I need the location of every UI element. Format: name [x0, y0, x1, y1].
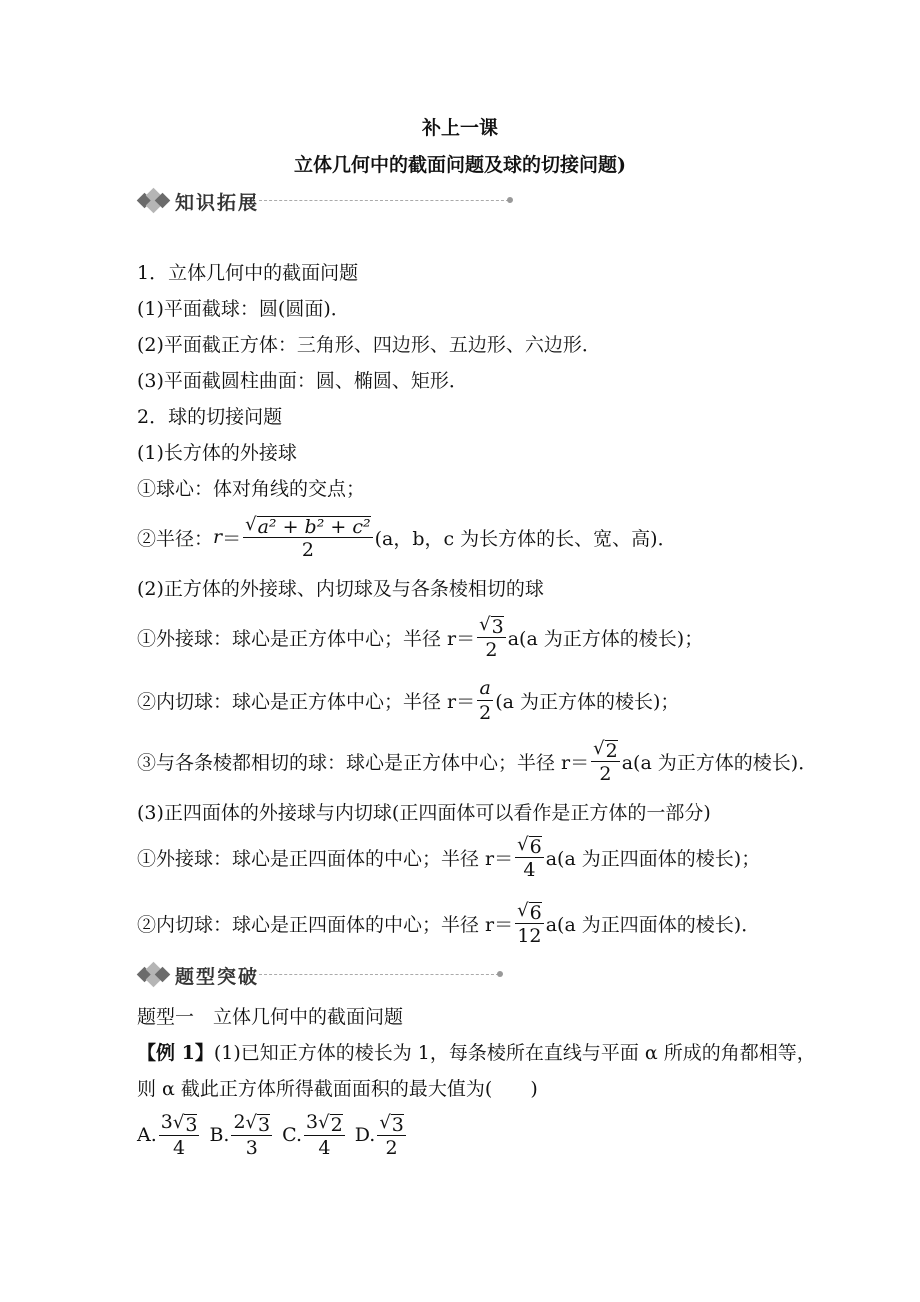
fraction-coef: 3: [160, 1111, 173, 1133]
fraction-numerator: 2: [605, 740, 618, 762]
formula-line: [137, 898, 760, 948]
fraction-radicand: 3: [258, 1114, 271, 1136]
sqrt-sign: √ 3: [245, 1112, 271, 1136]
section-divider: [259, 200, 509, 201]
fraction-coef: 2: [233, 1111, 246, 1133]
formula-line: [137, 736, 817, 786]
fraction: [515, 832, 544, 882]
problem-line: [137, 1038, 816, 1065]
section-header-types: [137, 962, 517, 988]
variable-r: r: [213, 526, 223, 548]
example-tag: 【例 1】: [137, 1042, 214, 1064]
fraction-numerator: a² + b² + c²: [257, 516, 371, 538]
fraction-denominator: 12: [517, 925, 542, 947]
option-label: A.: [137, 1124, 157, 1146]
option-label: B.: [209, 1124, 230, 1146]
section-header-knowledge: [137, 188, 517, 214]
text-line: 1．立体几何中的截面问题: [137, 262, 359, 284]
question-text: (1)已知正方体的棱长为 1，每条棱所在直线与平面 α 所成的角都相等，: [213, 1042, 816, 1064]
sqrt-sign: √ 2: [318, 1112, 343, 1136]
sqrt-sign: √ 6: [517, 834, 542, 858]
text-segment: a(a 为正四面体的棱长)．: [545, 913, 761, 936]
text-segment: ②内切球：球心是正方体中心；半径 r＝: [137, 691, 476, 713]
fraction: [515, 898, 544, 948]
text-line: (1)平面截球：圆(圆面)．: [137, 298, 350, 320]
diamond-ornament-icon: [137, 188, 171, 214]
option-label: D.: [354, 1124, 376, 1146]
fraction: [591, 736, 620, 786]
page-subtitle: 立体几何中的截面问题及球的切接问题): [294, 154, 626, 176]
text-line: (3)正四面体的外接球与内切球(正四面体可以看作是正方体的一部分): [137, 802, 711, 824]
fraction-numerator: 6: [529, 902, 542, 924]
text-line: (2)正方体的外接球、内切球及与各条棱相切的球: [137, 578, 544, 600]
sqrt-sign: √ 3: [379, 1112, 404, 1136]
equals-sign: ＝: [222, 527, 242, 550]
fraction-denominator: 4: [318, 1137, 331, 1159]
formula-line: [137, 612, 703, 662]
text-segment: ③与各条棱都相切的球：球心是正方体中心；半径 r＝: [137, 751, 590, 774]
text-segment: a(a 为正方体的棱长)；: [507, 627, 704, 650]
fraction-radicand: 3: [391, 1114, 404, 1136]
text-segment: (a 为正方体的棱长)；: [495, 691, 680, 713]
sqrt-sign: √ a² + b² + c²: [245, 514, 371, 538]
fraction-coef: 3: [306, 1111, 319, 1133]
divider-end-dot: [497, 971, 503, 977]
text-segment: ②内切球：球心是正四面体的中心；半径 r＝: [137, 913, 514, 936]
text-segment: a(a 为正方体的棱长)．: [621, 751, 818, 774]
fraction: [477, 612, 506, 662]
divider-end-dot: [507, 197, 513, 203]
fraction-radicand: 3: [185, 1114, 198, 1136]
option-a[interactable]: [137, 1110, 201, 1160]
formula-line: [137, 676, 679, 725]
section-label: 题型突破: [175, 965, 260, 988]
sqrt-sign: √ 3: [172, 1112, 198, 1136]
text-line: (2)平面截正方体：三角形、四边形、五边形、六边形．: [137, 334, 601, 356]
fraction: [304, 1110, 345, 1160]
fraction-denominator: 2: [599, 763, 612, 785]
answer-options: [137, 1110, 408, 1160]
sqrt-sign: √ 6: [517, 900, 542, 924]
fraction-numerator: 3: [491, 616, 504, 638]
section-label: 知识拓展: [175, 191, 260, 214]
sqrt-sign: √ 2: [593, 738, 618, 762]
text-segment: ①外接球：球心是正四面体的中心；半径 r＝: [137, 847, 514, 870]
fraction-denominator: 2: [301, 539, 314, 561]
option-b[interactable]: [209, 1110, 274, 1160]
fraction-numerator: a: [479, 677, 491, 699]
fraction: [243, 512, 372, 562]
section-divider: [259, 974, 499, 975]
question-text: 则 α 截此正方体所得截面面积的最大值为( ): [137, 1078, 538, 1100]
option-c[interactable]: [282, 1110, 347, 1160]
text-line: (3)平面截圆柱曲面：圆、椭圆、矩形．: [137, 370, 468, 392]
text-line: (1)长方体的外接球: [137, 442, 297, 464]
fraction-denominator: 2: [385, 1137, 398, 1159]
diamond-ornament-icon: [137, 962, 171, 988]
option-label: C.: [282, 1124, 303, 1146]
text-segment: (a，b，c 为长方体的长、宽、高)．: [374, 527, 677, 550]
fraction: [477, 676, 493, 725]
text-line: 2．球的切接问题: [137, 406, 283, 428]
fraction-denominator: 4: [173, 1137, 186, 1159]
problem-type-heading: 题型一 立体几何中的截面问题: [137, 1006, 404, 1028]
option-d[interactable]: [355, 1110, 408, 1160]
text-segment: a(a 为正四面体的棱长)；: [545, 847, 761, 870]
formula-line: [137, 512, 677, 562]
fraction: [231, 1110, 272, 1160]
text-segment: ①外接球：球心是正方体中心；半径 r＝: [137, 627, 476, 650]
fraction-numerator: 6: [529, 836, 542, 858]
sqrt-sign: √ 3: [479, 614, 504, 638]
formula-line: [137, 832, 760, 882]
fraction-denominator: 3: [245, 1137, 258, 1159]
fraction-denominator: 4: [523, 859, 536, 881]
text-line: ①球心：体对角线的交点；: [137, 478, 366, 500]
fraction: [377, 1110, 406, 1160]
page-title: 补上一课: [421, 117, 498, 139]
text-segment: ②半径：: [137, 527, 214, 550]
fraction-denominator: 2: [479, 702, 492, 724]
fraction: [159, 1110, 200, 1160]
fraction-denominator: 2: [485, 639, 498, 661]
fraction-radicand: 2: [330, 1114, 343, 1136]
